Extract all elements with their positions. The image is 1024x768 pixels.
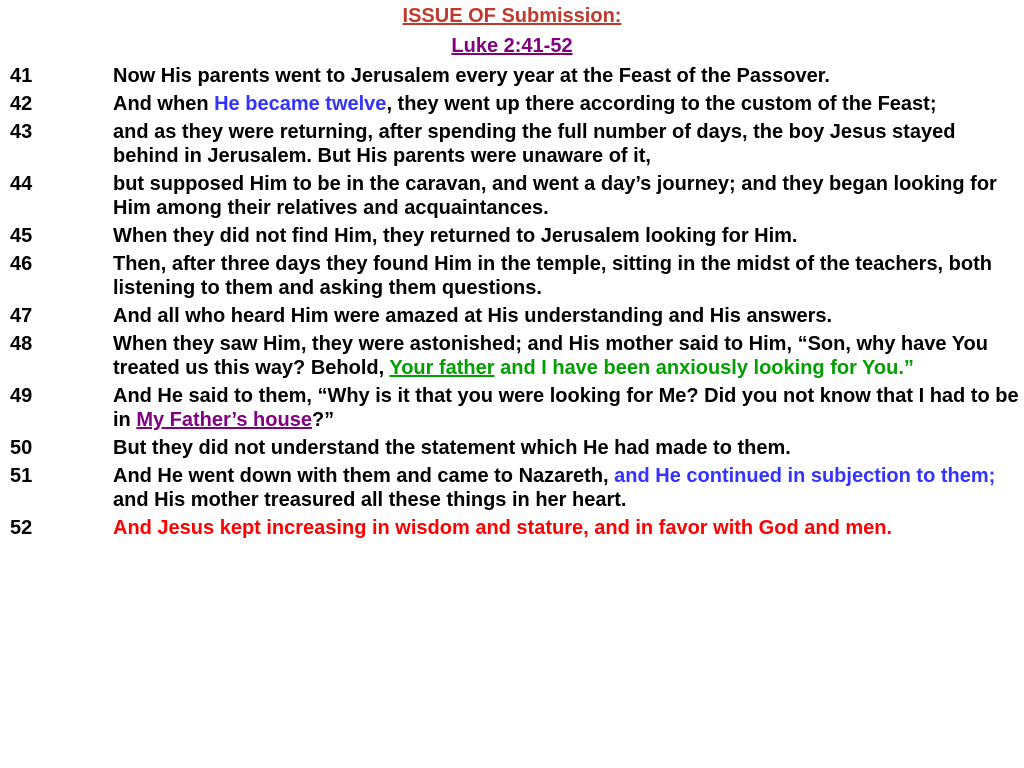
verse-text-segment: But they did not understand the statement which He had made to them. [113,437,791,459]
verse-text-segment: ?” [311,409,335,431]
verse-number: 50 [10,437,33,459]
verse-number: 51 [10,465,33,487]
verse-list [10,64,1020,544]
verse-number: 49 [10,385,33,407]
verse-text-segment: and His mother treasured all these things in her heart. [113,489,627,511]
verse-50 [10,436,1020,460]
verse-text [113,65,830,87]
verse-text [113,465,995,511]
scripture-reference: Luke 2:41-52 [451,35,573,57]
verse-text [113,93,937,115]
verse-51 [10,464,1020,512]
verse-number: 46 [10,253,33,275]
verse-number: 43 [10,121,33,143]
verse-text-segment: , they went up there according to the custom of the Feast; [386,93,937,115]
verse-52 [10,516,1020,540]
verse-number: 52 [10,517,33,539]
verse-text-segment: Then, after three days they found Him in the temple, sitting in the midst of the teachers, both listening to them and asking them questions. [113,253,992,299]
verse-number: 47 [10,305,33,327]
verse-47 [10,304,1020,328]
verse-text-segment: and as they were returning, after spending the full number of days, the boy Jesus stayed behind in Jerusalem. But His parents were unaware of it, [113,121,956,167]
verse-text [113,517,892,539]
verse-45 [10,224,1020,248]
verse-text-segment: When they did not find Him, they returned to Jerusalem looking for Him. [113,225,798,247]
verse-48 [10,332,1020,380]
verse-number: 48 [10,333,33,355]
verse-text-segment: When they saw Him, they were astonished; and His mother said to Him, “Son, why have You treated us this way? Behold, [113,333,988,379]
highlighted-phrase: Your father [389,357,495,379]
verse-text [113,305,832,327]
highlighted-phrase: and He continued in subjection to them; [614,465,996,487]
verse-text [113,225,798,247]
verse-text-segment: Now His parents went to Jerusalem every year at the Feast of the Passover. [113,65,830,87]
verse-number: 41 [10,65,33,87]
verse-text [113,385,1019,431]
highlighted-phrase: He became twelve [214,93,387,115]
highlighted-phrase: and I have been anxiously looking for You.” [494,357,914,379]
highlighted-phrase: And Jesus kept increasing in wisdom and stature, and in favor with God and men. [113,517,893,539]
verse-text [113,333,988,379]
verse-44 [10,172,1020,220]
verse-number: 44 [10,173,33,195]
verse-number: 45 [10,225,33,247]
verse-text-segment: And when [113,93,215,115]
verse-text-segment: And He said to them, “Why is it that you were looking for Me? Did you not know that I had to be in [113,385,1019,431]
verse-number: 42 [10,93,33,115]
highlighted-phrase: My Father’s house [136,409,312,431]
slide-title: ISSUE OF Submission: [402,5,622,27]
verse-41 [10,64,1020,88]
verse-42 [10,92,1020,116]
verse-text-segment: but supposed Him to be in the caravan, and went a day’s journey; and they began looking for Him among their relatives and acquaintances. [113,173,997,219]
verse-text [113,173,997,219]
verse-text-segment: And all who heard Him were amazed at His understanding and His answers. [113,305,833,327]
verse-text [113,253,992,299]
verse-text [113,121,955,167]
verse-46 [10,252,1020,300]
verse-text [113,437,791,459]
verse-49 [10,384,1020,432]
verse-text-segment: And He went down with them and came to Nazareth, [113,465,615,487]
verse-43 [10,120,1020,168]
